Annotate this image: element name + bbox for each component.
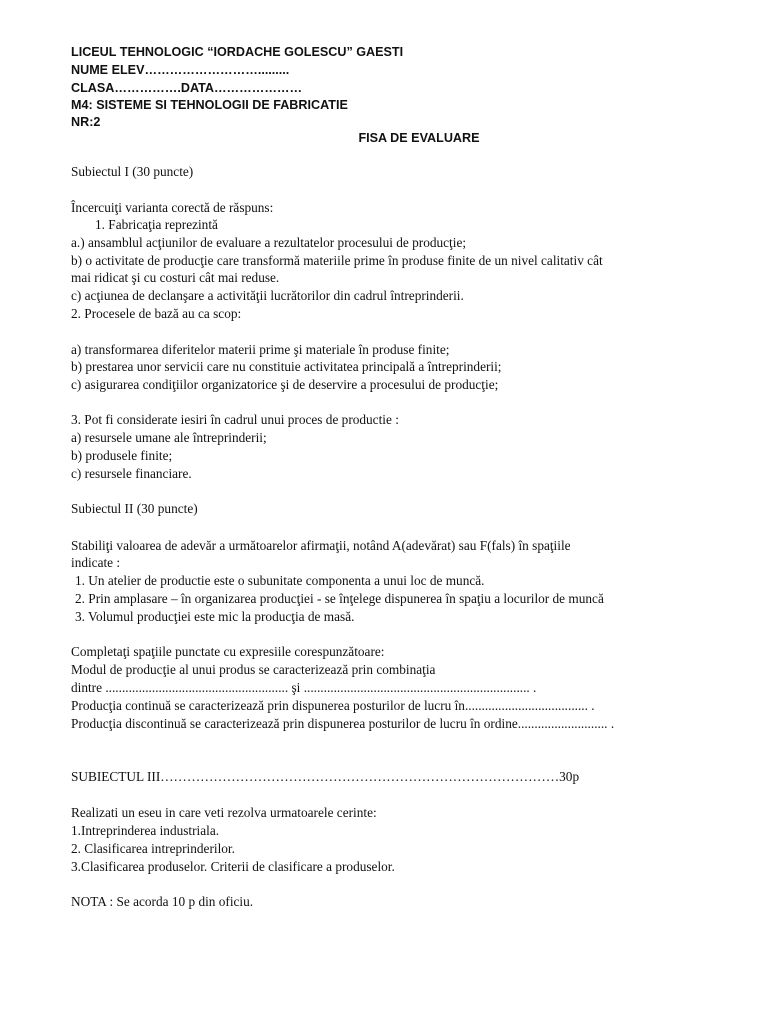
fill-instruction: Completaţi spaţiile punctate cu expresiile corespunzătoare: <box>71 644 385 659</box>
page-title: FISA DE EVALUARE <box>358 131 480 145</box>
subject-1-heading: Subiectul I (30 puncte) <box>71 164 194 179</box>
question-2-option-c: c) asigurarea condiţiilor organizatorice şi de deservire a procesului de producţie; <box>71 377 499 392</box>
requirement-3: 3.Clasificarea produselor. Criterii de clasificare a produselor. <box>71 859 395 874</box>
subject-2-instruction: Stabiliţi valoarea de adevăr a următoarelor afirmaţii, notând A(adevărat) sau F(fals) în spaţiile <box>71 538 571 553</box>
question-3: 3. Pot fi considerate iesiri în cadrul unui proces de productie : <box>71 412 399 427</box>
subject-3-heading: SUBIECTUL III………………………………………………………………………………30p <box>71 769 580 784</box>
question-2-option-b: b) prestarea unor servicii care nu constituie activitatea principală a întreprinderii; <box>71 359 502 374</box>
module-title: M4: SISTEME SI TEHNOLOGII DE FABRICATIE <box>71 98 348 112</box>
subject-3-instruction: Realizati un eseu in care veti rezolva urmatoarele cerinte: <box>71 805 377 820</box>
question-2-option-a: a) transformarea diferitelor materii prime şi materiale în produse finite; <box>71 342 450 357</box>
statement-2: 2. Prin amplasare – în organizarea producţiei - se înţelege dispunerea în spaţiu a locurilor de muncă <box>75 591 604 606</box>
school-name: LICEUL TEHNOLOGIC “IORDACHE GOLESCU” GAESTI <box>71 45 404 59</box>
question-3-option-c: c) resursele financiare. <box>71 466 192 481</box>
statement-1: 1. Un atelier de productie este o subunitate componenta a unui loc de muncă. <box>75 573 485 588</box>
fill-sentence-2: Producţia continuă se caracterizează prin dispunerea posturilor de lucru în..................................... . <box>71 698 595 713</box>
question-1-option-c: c) acţiunea de declanşare a activităţii lucrătorilor din cadrul întreprinderii. <box>71 288 464 303</box>
subject-2-heading: Subiectul II (30 puncte) <box>71 501 198 516</box>
question-3-option-b: b) produsele finite; <box>71 448 173 463</box>
question-3-option-a: a) resursele umane ale întreprinderii; <box>71 430 267 445</box>
statement-3: 3. Volumul producţiei este mic la producţia de masă. <box>75 609 355 624</box>
subject-1-instruction: Încercuiţi varianta corectă de răspuns: <box>71 200 274 215</box>
student-name-line: NUME ELEV………………………......... <box>71 63 290 77</box>
class-date-line: CLASA…………….DATA………………… <box>71 81 303 95</box>
question-1-option-a: a.) ansamblul acţiunilor de evaluare a rezultatelor procesului de producţie; <box>71 235 467 250</box>
requirement-2: 2. Clasificarea intreprinderilor. <box>71 841 235 856</box>
question-2: 2. Procesele de bază au ca scop: <box>71 306 242 321</box>
subject-2-instruction-cont: indicate : <box>71 555 121 570</box>
note: NOTA : Se acorda 10 p din oficiu. <box>71 894 254 909</box>
fill-sentence-3: Producţia discontinuă se caracterizează prin dispunerea posturilor de lucru în ordine........................... . <box>71 716 615 731</box>
sheet-number: NR:2 <box>71 115 101 129</box>
question-1-option-b-cont: mai ridicat şi cu costuri cât mai reduse. <box>71 270 280 285</box>
question-1: 1. Fabricaţia reprezintă <box>95 217 218 232</box>
question-1-option-b: b) o activitate de producţie care transformă materiile prime în produse finite de un nivel calitativ cât <box>71 253 603 268</box>
requirement-1: 1.Intreprinderea industriala. <box>71 823 220 838</box>
fill-sentence-1-blanks: dintre ....................................................... şi .................................................................... . <box>71 680 537 695</box>
fill-sentence-1: Modul de producţie al unui produs se caracterizează prin combinaţia <box>71 662 436 677</box>
